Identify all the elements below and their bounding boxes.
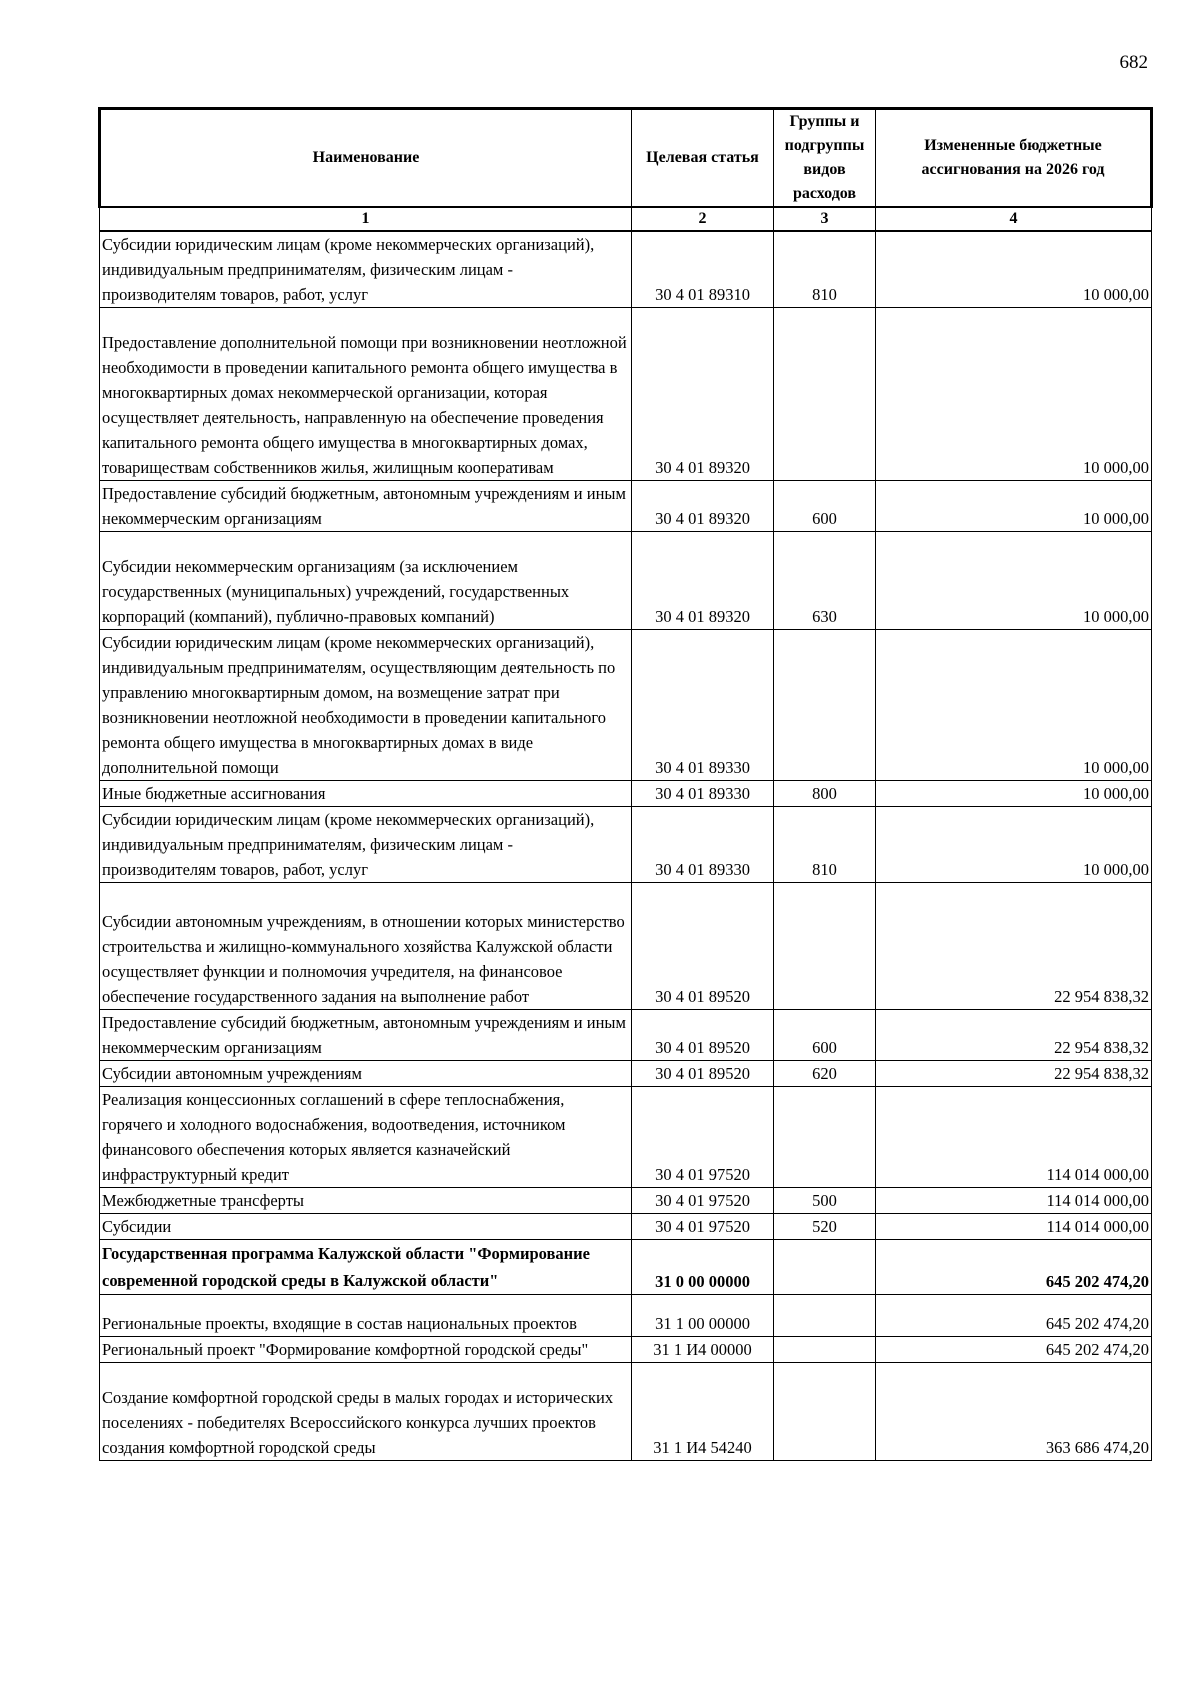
row-group: 620 <box>774 1061 876 1087</box>
table-row-program <box>100 1240 1152 1295</box>
row-name: Региональный проект "Формирование комфортной городской среды" <box>100 1337 632 1363</box>
row-code: 30 4 01 89310 <box>632 231 774 308</box>
row-group: 520 <box>774 1214 876 1240</box>
row-name: Иные бюджетные ассигнования <box>100 781 632 807</box>
table-row <box>100 1010 1152 1061</box>
table-row <box>100 1214 1152 1240</box>
row-code: 30 4 01 89320 <box>632 532 774 630</box>
row-code: 31 1 00 00000 <box>632 1295 774 1337</box>
row-name: Предоставление субсидий бюджетным, автономным учреждениям и иным некоммерческим организациям <box>100 481 632 532</box>
row-group <box>774 1363 876 1461</box>
row-name: Субсидии <box>100 1214 632 1240</box>
row-amount: 22 954 838,32 <box>876 1010 1152 1061</box>
row-code: 31 1 И4 00000 <box>632 1337 774 1363</box>
table-row <box>100 532 1152 630</box>
page-number: 682 <box>1119 52 1148 73</box>
row-code: 31 0 00 00000 <box>632 1240 774 1295</box>
header-code: Целевая статья <box>632 109 774 208</box>
column-number: 1 <box>100 207 632 231</box>
row-code: 30 4 01 89330 <box>632 781 774 807</box>
row-group: 800 <box>774 781 876 807</box>
row-amount: 10 000,00 <box>876 532 1152 630</box>
row-name: Субсидии некоммерческим организациям (за исключением государственных (муниципальных) учреждений, государственных корпораций (компаний), публично-правовых компаний) <box>100 532 632 630</box>
table-row <box>100 883 1152 1010</box>
row-amount: 10 000,00 <box>876 231 1152 308</box>
row-group <box>774 1087 876 1188</box>
row-group: 630 <box>774 532 876 630</box>
row-amount: 645 202 474,20 <box>876 1295 1152 1337</box>
row-code: 31 1 И4 54240 <box>632 1363 774 1461</box>
row-code: 30 4 01 97520 <box>632 1087 774 1188</box>
row-name: Субсидии юридическим лицам (кроме некоммерческих организаций), индивидуальным предпринимателям, физическим лицам - производителям товаров, работ, услуг <box>100 807 632 883</box>
header-name: Наименование <box>100 109 632 208</box>
row-amount: 114 014 000,00 <box>876 1188 1152 1214</box>
row-amount: 10 000,00 <box>876 807 1152 883</box>
row-code: 30 4 01 89520 <box>632 1061 774 1087</box>
row-code: 30 4 01 89320 <box>632 481 774 532</box>
row-amount: 22 954 838,32 <box>876 1061 1152 1087</box>
row-name: Субсидии автономным учреждениям <box>100 1061 632 1087</box>
row-amount: 22 954 838,32 <box>876 883 1152 1010</box>
table-row <box>100 630 1152 781</box>
table-row <box>100 1087 1152 1188</box>
row-amount: 10 000,00 <box>876 481 1152 532</box>
column-number: 3 <box>774 207 876 231</box>
row-amount: 114 014 000,00 <box>876 1214 1152 1240</box>
row-amount: 363 686 474,20 <box>876 1363 1152 1461</box>
row-group: 810 <box>774 231 876 308</box>
row-name: Реализация концессионных соглашений в сфере теплоснабжения, горячего и холодного водоснабжения, водоотведения, источником финансового обеспечения которых является казначейский инфраструктурный кредит <box>100 1087 632 1188</box>
table-row <box>100 308 1152 481</box>
budget-table <box>98 107 1153 1461</box>
table-row <box>100 481 1152 532</box>
row-group: 600 <box>774 1010 876 1061</box>
row-amount: 645 202 474,20 <box>876 1240 1152 1295</box>
column-number: 4 <box>876 207 1152 231</box>
table-row <box>100 781 1152 807</box>
column-number: 2 <box>632 207 774 231</box>
table-row <box>100 1188 1152 1214</box>
row-group: 600 <box>774 481 876 532</box>
table-row <box>100 1337 1152 1363</box>
row-code: 30 4 01 89520 <box>632 883 774 1010</box>
row-group <box>774 1240 876 1295</box>
row-group <box>774 1295 876 1337</box>
row-name: Субсидии автономным учреждениям, в отношении которых министерство строительства и жилищно-коммунального хозяйства Калужской области осуществляет функции и полномочия учредителя, на финансовое обеспечение государственного задания на выполнение работ <box>100 883 632 1010</box>
row-group <box>774 883 876 1010</box>
header-row <box>100 109 1152 208</box>
row-group <box>774 1337 876 1363</box>
row-name: Государственная программа Калужской области "Формирование современной городской среды в Калужской области" <box>100 1240 632 1295</box>
row-amount: 10 000,00 <box>876 630 1152 781</box>
row-amount: 10 000,00 <box>876 308 1152 481</box>
table-row <box>100 1295 1152 1337</box>
row-name: Региональные проекты, входящие в состав национальных проектов <box>100 1295 632 1337</box>
row-amount: 10 000,00 <box>876 781 1152 807</box>
row-code: 30 4 01 97520 <box>632 1214 774 1240</box>
row-name: Субсидии юридическим лицам (кроме некоммерческих организаций), индивидуальным предпринимателям, осуществляющим деятельность по управлению многоквартирным домом, на возмещение затрат при возникновении неотложной необходимости в проведении капитального ремонта общего имущества в многоквартирных домах в виде дополнительной помощи <box>100 630 632 781</box>
table-row <box>100 1061 1152 1087</box>
table-row <box>100 231 1152 308</box>
row-amount: 114 014 000,00 <box>876 1087 1152 1188</box>
header-group: Группы и подгруппы видов расходов <box>774 109 876 208</box>
row-name: Создание комфортной городской среды в малых городах и исторических поселениях - победителях Всероссийского конкурса лучших проектов создания комфортной городской среды <box>100 1363 632 1461</box>
row-name: Предоставление дополнительной помощи при возникновении неотложной необходимости в проведении капитального ремонта общего имущества в многоквартирных домах некоммерческой организации, которая осуществляет деятельность, направленную на обеспечение проведения капитального ремонта общего имущества в многоквартирных домах, товариществам собственников жилья, жилищным кооперативам <box>100 308 632 481</box>
row-group <box>774 308 876 481</box>
row-group: 810 <box>774 807 876 883</box>
header-amount: Измененные бюджетные ассигнования на 2026 год <box>876 109 1152 208</box>
row-name: Межбюджетные трансферты <box>100 1188 632 1214</box>
row-name: Предоставление субсидий бюджетным, автономным учреждениям и иным некоммерческим организациям <box>100 1010 632 1061</box>
row-code: 30 4 01 89330 <box>632 630 774 781</box>
table-row <box>100 1363 1152 1461</box>
row-group <box>774 630 876 781</box>
table-row <box>100 807 1152 883</box>
row-code: 30 4 01 89520 <box>632 1010 774 1061</box>
row-name: Субсидии юридическим лицам (кроме некоммерческих организаций), индивидуальным предпринимателям, физическим лицам - производителям товаров, работ, услуг <box>100 231 632 308</box>
row-code: 30 4 01 89320 <box>632 308 774 481</box>
column-number-row <box>100 207 1152 231</box>
row-code: 30 4 01 89330 <box>632 807 774 883</box>
row-group: 500 <box>774 1188 876 1214</box>
row-amount: 645 202 474,20 <box>876 1337 1152 1363</box>
row-code: 30 4 01 97520 <box>632 1188 774 1214</box>
